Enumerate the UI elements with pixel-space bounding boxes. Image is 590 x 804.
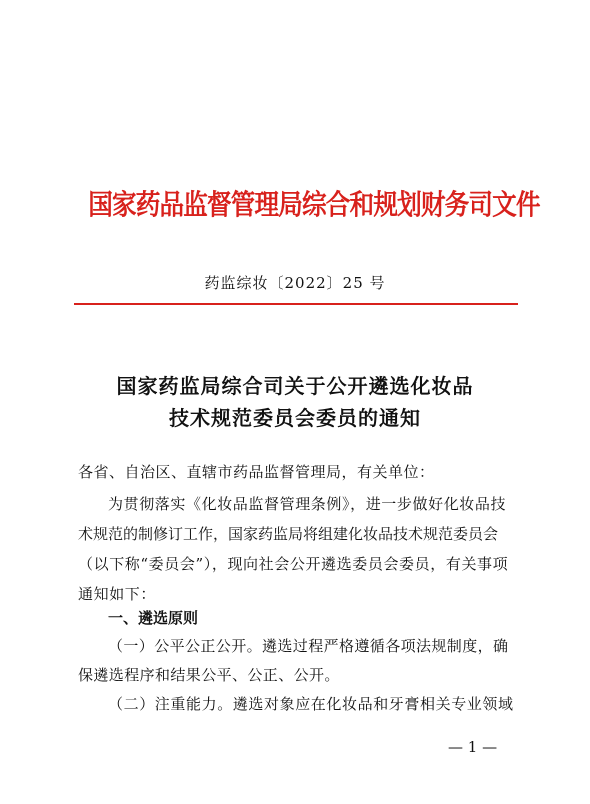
paragraph-2-line-2: 保遴选程序和结果公平、公正、公开。 [78,666,340,684]
page-number: — 1 — [448,738,498,756]
paragraph-1-line-4: 通知如下： [78,585,157,603]
paragraph-3-line-1: （二）注重能力。遴选对象应在化妆品和牙膏相关专业领域 [108,695,514,713]
paragraph-1-line-3: （以下称“委员会”），现向社会公开遴选委员会委员，有关事项 [78,555,509,573]
paragraph-1-line-2: 术规范的制修订工作，国家药监局将组建化妆品技术规范委员会 [78,525,499,543]
red-divider-line [74,303,518,305]
notice-title-line-1: 国家药监局综合司关于公开遴选化妆品 [116,374,474,398]
paragraph-1-line-1: 为贯彻落实《化妆品监督管理条例》，进一步做好化妆品技 [108,495,507,513]
document-number: 药监综妆〔2022〕25 号 [204,274,386,292]
issuing-authority-header: 国家药品监督管理局综合和规划财务司文件 [88,188,540,221]
notice-title-line-2: 技术规范委员会委员的通知 [169,406,421,430]
paragraph-2-line-1: （一）公平公正公开。遴选过程严格遵循各项法规制度，确 [108,637,509,655]
salutation: 各省、自治区、直辖市药品监督管理局，有关单位： [78,463,435,481]
section-heading-selection-principles: 一、遴选原则 [108,609,199,627]
